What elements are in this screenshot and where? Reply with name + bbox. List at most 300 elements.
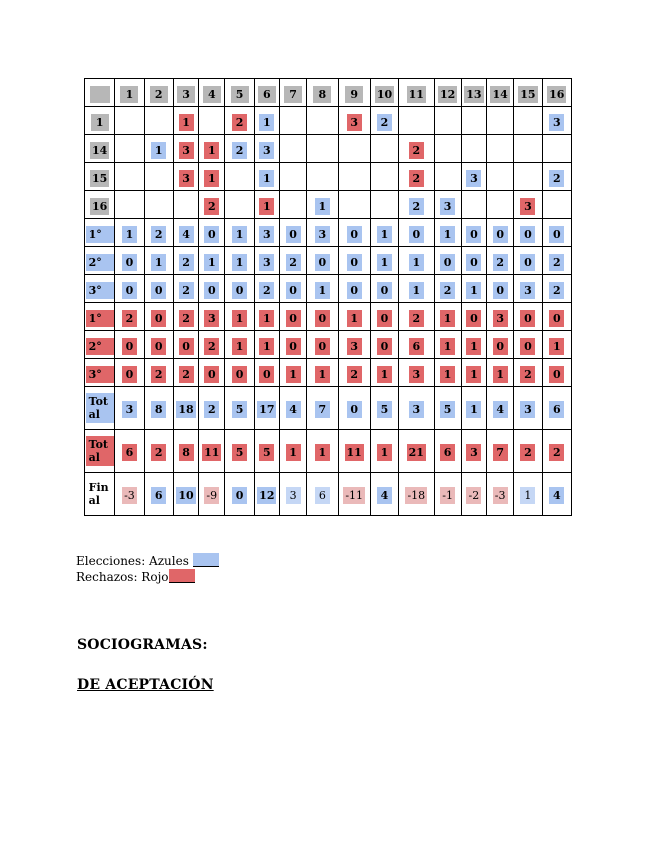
- column-header: [254, 79, 279, 107]
- table-row: [85, 387, 572, 430]
- table-cell: [461, 430, 486, 473]
- column-header: [434, 79, 461, 107]
- table-cell: [115, 191, 144, 219]
- table-cell: [254, 430, 279, 473]
- cell-value: 5: [377, 401, 392, 418]
- table-cell: [225, 247, 254, 275]
- table-cell: [514, 247, 542, 275]
- cell-value: 6: [315, 487, 330, 504]
- table-cell: [434, 387, 461, 430]
- column-header: [279, 79, 306, 107]
- cell-value: 1: [259, 114, 274, 131]
- cell-value: 0: [232, 366, 247, 383]
- cell-value: 0: [122, 282, 137, 299]
- table-cell: [399, 303, 434, 331]
- table-cell: [173, 135, 198, 163]
- cell-value: 3: [315, 226, 330, 243]
- table-cell: [370, 359, 398, 387]
- cell-value: 5: [232, 401, 247, 418]
- cell-value: 2: [286, 254, 301, 271]
- table-cell: [225, 163, 254, 191]
- table-cell: [279, 359, 306, 387]
- cell-value: 1: [259, 310, 274, 327]
- cell-value: 2: [409, 198, 424, 215]
- column-header: [307, 79, 338, 107]
- table-row: [85, 135, 572, 163]
- cell-value: 0: [151, 310, 166, 327]
- table-cell: [487, 303, 514, 331]
- cell-value: 2: [151, 226, 166, 243]
- table-cell: [254, 163, 279, 191]
- table-cell: [254, 331, 279, 359]
- cell-value: 3: [409, 366, 424, 383]
- header-row: [85, 79, 572, 107]
- cell-value: 1: [204, 170, 219, 187]
- table-cell: [279, 219, 306, 247]
- table-row: [85, 219, 572, 247]
- cell-value: 2: [232, 142, 247, 159]
- cell-value: 0: [259, 366, 274, 383]
- cell-value: 8: [179, 444, 194, 461]
- column-header-label: 15: [520, 87, 536, 101]
- table-cell: [434, 430, 461, 473]
- table-cell: [370, 219, 398, 247]
- cell-value: 11: [346, 446, 362, 459]
- row-header: [85, 191, 115, 219]
- table-cell: [461, 303, 486, 331]
- table-cell: [338, 135, 370, 163]
- cell-value: 2: [520, 444, 535, 461]
- table-cell: [173, 303, 198, 331]
- table-cell: [254, 219, 279, 247]
- row-header: [85, 331, 115, 359]
- table-cell: [225, 219, 254, 247]
- table-cell: [487, 275, 514, 303]
- table-cell: [434, 219, 461, 247]
- table-cell: [307, 135, 338, 163]
- cell-value: 11: [204, 446, 220, 459]
- cell-value: 0: [315, 254, 330, 271]
- table-cell: [254, 275, 279, 303]
- table-cell: [399, 430, 434, 473]
- cell-value: 2: [179, 254, 194, 271]
- column-header: [461, 79, 486, 107]
- row-header-label: Total: [86, 436, 114, 466]
- table-row: [85, 473, 572, 516]
- cell-value: 0: [549, 226, 564, 243]
- column-header-label: 11: [408, 87, 424, 101]
- cell-value: 1: [377, 444, 392, 461]
- table-cell: [199, 163, 225, 191]
- table-cell: [254, 359, 279, 387]
- cell-value: 2: [122, 310, 137, 327]
- table-cell: [370, 191, 398, 219]
- table-cell: [225, 191, 254, 219]
- table-cell: [542, 303, 571, 331]
- row-header-label: 14: [91, 143, 108, 157]
- table-cell: [542, 163, 571, 191]
- cell-value: 3: [466, 170, 481, 187]
- column-header: [225, 79, 254, 107]
- cell-value: 2: [520, 366, 535, 383]
- table-cell: [399, 473, 434, 516]
- table-cell: [434, 303, 461, 331]
- table-cell: [514, 107, 542, 135]
- table-cell: [225, 430, 254, 473]
- table-cell: [434, 473, 461, 516]
- cell-value: 2: [204, 338, 219, 355]
- table-cell: [144, 303, 173, 331]
- column-header-label: 3: [177, 86, 195, 103]
- table-cell: [199, 387, 225, 430]
- cell-value: 2: [347, 366, 362, 383]
- row-header-label: 2°: [86, 338, 114, 355]
- cell-value: 4: [377, 487, 392, 504]
- table-cell: [487, 473, 514, 516]
- table-cell: [144, 473, 173, 516]
- cell-value: 1: [520, 487, 535, 504]
- table-cell: [542, 219, 571, 247]
- table-cell: [434, 331, 461, 359]
- cell-value: 1: [232, 310, 247, 327]
- cell-value: 0: [204, 226, 219, 243]
- cell-value: 5: [232, 444, 247, 461]
- table-cell: [370, 473, 398, 516]
- table-row: [85, 331, 572, 359]
- table-row: [85, 359, 572, 387]
- cell-value: 8: [151, 401, 166, 418]
- column-header-label: 1: [120, 86, 138, 103]
- table-cell: [307, 473, 338, 516]
- row-header-label: 1°: [86, 226, 114, 243]
- table-cell: [434, 107, 461, 135]
- column-header: [173, 79, 198, 107]
- table-cell: [173, 473, 198, 516]
- legend-elecciones: [76, 553, 219, 569]
- row-header-label: 15: [91, 171, 108, 185]
- table-cell: [199, 219, 225, 247]
- corner-cell: [85, 79, 115, 107]
- cell-value: 3: [347, 338, 362, 355]
- column-header: [487, 79, 514, 107]
- cell-value: 1: [549, 338, 564, 355]
- table-cell: [370, 247, 398, 275]
- legend-elecciones-text: Elecciones: Azules: [76, 554, 189, 568]
- table-cell: [115, 219, 144, 247]
- row-header: [85, 473, 115, 516]
- table-cell: [542, 473, 571, 516]
- table-cell: [307, 387, 338, 430]
- table-cell: [338, 303, 370, 331]
- cell-value: 6: [151, 487, 166, 504]
- table-cell: [542, 135, 571, 163]
- table-cell: [514, 191, 542, 219]
- table-cell: [370, 303, 398, 331]
- table-cell: [199, 430, 225, 473]
- cell-value: 2: [549, 170, 564, 187]
- table-cell: [487, 163, 514, 191]
- cell-value: 10: [178, 489, 194, 502]
- table-cell: [173, 430, 198, 473]
- table-cell: [115, 107, 144, 135]
- cell-value: 3: [259, 254, 274, 271]
- table-cell: [279, 135, 306, 163]
- table-cell: [307, 107, 338, 135]
- table-cell: [254, 247, 279, 275]
- cell-value: 1: [466, 366, 481, 383]
- column-header: [199, 79, 225, 107]
- table-cell: [338, 331, 370, 359]
- row-header-label: Total: [86, 393, 114, 423]
- table-cell: [173, 331, 198, 359]
- table-cell: [461, 275, 486, 303]
- table-cell: [225, 275, 254, 303]
- row-header-label: Final: [88, 481, 109, 507]
- table-cell: [514, 331, 542, 359]
- cell-value: 1: [232, 226, 247, 243]
- table-cell: [279, 430, 306, 473]
- row-header: [85, 430, 115, 473]
- table-cell: [199, 191, 225, 219]
- cell-value: 3: [122, 401, 137, 418]
- table-row: [85, 247, 572, 275]
- cell-value: 1: [466, 338, 481, 355]
- cell-value: 1: [286, 366, 301, 383]
- aceptacion-heading: DE ACEPTACIÓN: [77, 677, 214, 693]
- row-header: [85, 303, 115, 331]
- row-header-label: 3°: [86, 366, 114, 383]
- table-cell: [461, 163, 486, 191]
- table-cell: [279, 247, 306, 275]
- table-cell: [338, 359, 370, 387]
- cell-value: 1: [377, 226, 392, 243]
- table-cell: [307, 191, 338, 219]
- table-row: [85, 303, 572, 331]
- row-header-label: 3°: [86, 282, 114, 299]
- table-cell: [115, 163, 144, 191]
- table-cell: [254, 387, 279, 430]
- row-header: [85, 359, 115, 387]
- cell-value: 1: [232, 254, 247, 271]
- table-row: [85, 107, 572, 135]
- table-cell: [173, 275, 198, 303]
- table-cell: [279, 275, 306, 303]
- table-cell: [144, 163, 173, 191]
- column-header-label: 5: [231, 86, 249, 103]
- table-cell: [461, 473, 486, 516]
- table-cell: [144, 275, 173, 303]
- table-cell: [199, 303, 225, 331]
- cell-value: 0: [122, 254, 137, 271]
- cell-value: 2: [549, 282, 564, 299]
- cell-value: 1: [377, 366, 392, 383]
- table-cell: [173, 359, 198, 387]
- table-cell: [542, 430, 571, 473]
- cell-value: 3: [493, 310, 508, 327]
- cell-value: 5: [259, 444, 274, 461]
- table-cell: [370, 275, 398, 303]
- cell-value: 1: [440, 338, 455, 355]
- table-cell: [338, 473, 370, 516]
- cell-value: 2: [179, 282, 194, 299]
- table-cell: [542, 275, 571, 303]
- table-cell: [307, 163, 338, 191]
- column-header-label: 6: [258, 86, 276, 103]
- table-cell: [307, 247, 338, 275]
- table-cell: [370, 331, 398, 359]
- cell-value: 0: [493, 226, 508, 243]
- table-cell: [461, 107, 486, 135]
- table-cell: [399, 135, 434, 163]
- table-cell: [115, 275, 144, 303]
- red-swatch: [169, 569, 195, 583]
- cell-value: 1: [179, 114, 194, 131]
- table-cell: [225, 359, 254, 387]
- cell-value: 0: [151, 338, 166, 355]
- cell-value: 21: [408, 446, 424, 459]
- table-cell: [487, 247, 514, 275]
- table-cell: [461, 331, 486, 359]
- table-cell: [279, 331, 306, 359]
- cell-value: 1: [409, 254, 424, 271]
- column-header-label: 4: [203, 86, 221, 103]
- cell-value: 2: [204, 198, 219, 215]
- cell-value: 3: [409, 401, 424, 418]
- row-header: [85, 247, 115, 275]
- table-cell: [399, 107, 434, 135]
- cell-value: 1: [122, 226, 137, 243]
- row-header: [85, 135, 115, 163]
- column-header-label: 12: [439, 87, 456, 101]
- cell-value: 3: [520, 198, 535, 215]
- cell-value: 0: [347, 401, 362, 418]
- table-cell: [434, 247, 461, 275]
- table-cell: [254, 107, 279, 135]
- table-cell: [225, 473, 254, 516]
- column-header: [115, 79, 144, 107]
- cell-value: 3: [286, 487, 301, 504]
- cell-value: 1: [440, 366, 455, 383]
- cell-value: 3: [520, 401, 535, 418]
- cell-value: 1: [466, 282, 481, 299]
- table-cell: [199, 247, 225, 275]
- table-cell: [399, 191, 434, 219]
- cell-value: 0: [286, 226, 301, 243]
- table-cell: [370, 163, 398, 191]
- legend-rechazos: [76, 569, 195, 585]
- cell-value: 3: [549, 114, 564, 131]
- row-header: [85, 387, 115, 430]
- cell-value: 0: [151, 282, 166, 299]
- cell-value: 0: [179, 338, 194, 355]
- table-cell: [338, 163, 370, 191]
- table-cell: [514, 219, 542, 247]
- cell-value: 1: [315, 282, 330, 299]
- cell-value: 0: [122, 366, 137, 383]
- blue-swatch: [193, 553, 219, 567]
- table-cell: [370, 387, 398, 430]
- table-cell: [144, 387, 173, 430]
- column-header-label: 14: [492, 87, 508, 101]
- row-header-label: 1: [91, 114, 109, 131]
- table-cell: [399, 247, 434, 275]
- cell-value: 2: [377, 114, 392, 131]
- cell-value: 0: [377, 338, 392, 355]
- table-cell: [514, 163, 542, 191]
- table-cell: [199, 107, 225, 135]
- cell-value: 0: [466, 254, 481, 271]
- column-header-label: 13: [466, 87, 482, 101]
- table-cell: [115, 359, 144, 387]
- cell-value: 0: [286, 310, 301, 327]
- row-header-label: 1°: [86, 310, 114, 327]
- table-cell: [144, 430, 173, 473]
- cell-value: 12: [259, 489, 275, 502]
- row-header: [85, 219, 115, 247]
- table-cell: [434, 359, 461, 387]
- table-cell: [338, 430, 370, 473]
- cell-value: 1: [440, 226, 455, 243]
- table-cell: [144, 331, 173, 359]
- column-header: [338, 79, 370, 107]
- cell-value: 0: [204, 366, 219, 383]
- table-cell: [199, 473, 225, 516]
- table-cell: [434, 275, 461, 303]
- column-header: [542, 79, 571, 107]
- cell-value: 7: [315, 401, 330, 418]
- cell-value: 0: [466, 226, 481, 243]
- table-cell: [399, 219, 434, 247]
- cell-value: 0: [466, 310, 481, 327]
- cell-value: 0: [520, 310, 535, 327]
- cell-value: 3: [179, 142, 194, 159]
- table-cell: [338, 247, 370, 275]
- table-cell: [514, 430, 542, 473]
- cell-value: 0: [549, 310, 564, 327]
- cell-value: 0: [493, 282, 508, 299]
- table-cell: [115, 473, 144, 516]
- table-cell: [225, 135, 254, 163]
- table-cell: [370, 107, 398, 135]
- table-cell: [307, 359, 338, 387]
- table-cell: [115, 303, 144, 331]
- cell-value: 2: [259, 282, 274, 299]
- table-cell: [487, 359, 514, 387]
- cell-value: 6: [549, 401, 564, 418]
- table-row: [85, 275, 572, 303]
- table-cell: [338, 107, 370, 135]
- table-cell: [514, 275, 542, 303]
- table-cell: [173, 107, 198, 135]
- table-cell: [487, 387, 514, 430]
- cell-value: 0: [315, 338, 330, 355]
- table-cell: [254, 303, 279, 331]
- table-cell: [461, 191, 486, 219]
- cell-value: 3: [520, 282, 535, 299]
- table-cell: [115, 387, 144, 430]
- table-cell: [514, 473, 542, 516]
- table-cell: [144, 247, 173, 275]
- column-header: [399, 79, 434, 107]
- table-cell: [279, 191, 306, 219]
- cell-value: 2: [493, 254, 508, 271]
- cell-value: 6: [122, 444, 137, 461]
- row-header-label: 16: [91, 199, 108, 213]
- cell-value: 17: [259, 403, 275, 416]
- table-cell: [173, 191, 198, 219]
- cell-value: 2: [549, 254, 564, 271]
- cell-value: 1: [493, 366, 508, 383]
